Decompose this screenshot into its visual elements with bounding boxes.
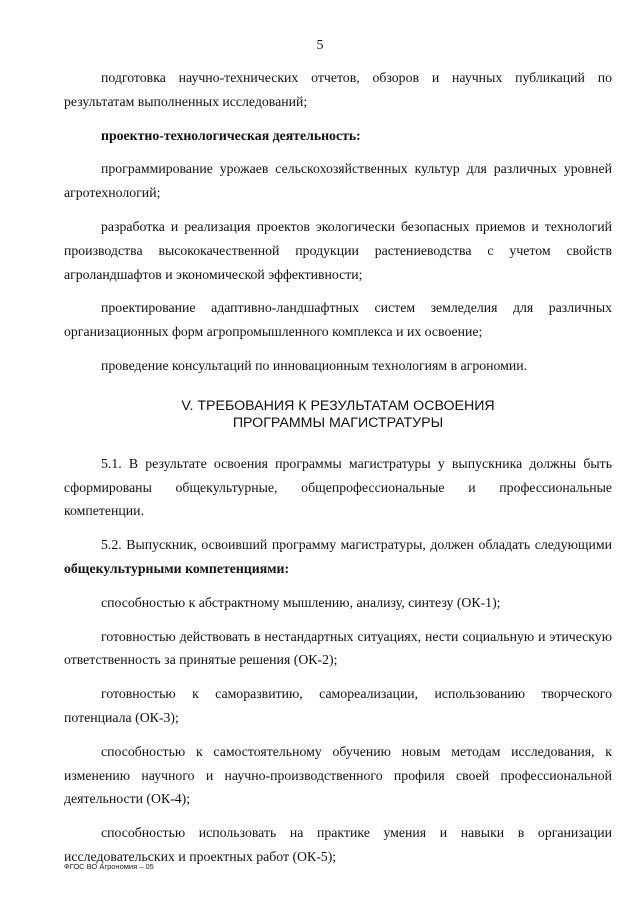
- competency-ok-4: способностью к самостоятельному обучению новым методам исследования, к изменению научного и научно-производственного профиля своей профессиональной деятельности (ОК-4);: [64, 743, 612, 807]
- document-body: [64, 66, 612, 879]
- page-number: 5: [316, 38, 324, 53]
- competency-ok-5: способностью использовать на практике умения и навыки в организации исследовательских и проектных работ (ОК-5);: [64, 825, 612, 864]
- clause-5-2-lead: 5.2. Выпускник, освоивший программу магистратуры, должен обладать следующими: [101, 537, 612, 553]
- section-heading-line-1: V. ТРЕБОВАНИЯ К РЕЗУЛЬТАТАМ ОСВОЕНИЯ: [181, 397, 495, 414]
- paragraph-design-technological-heading: проектно-технологическая деятельность:: [101, 127, 361, 143]
- footer-label: ФГОС ВО Агрономия – 05: [64, 862, 154, 871]
- competency-ok-3: готовностью к саморазвитию, самореализации, использованию творческого потенциала (ОК-3);: [64, 686, 612, 725]
- paragraph-research-reports: подготовка научно-технических отчетов, обзоров и научных публикаций по результатам выполненных исследований;: [64, 70, 612, 109]
- competency-ok-2: готовностью действовать в нестандартных ситуациях, нести социальную и этическую ответственность за принятые решения (ОК-2);: [64, 628, 612, 668]
- section-heading: [64, 398, 612, 432]
- clause-5-1: 5.1. В результате освоения программы магистратуры у выпускника должны быть сформированы общекультурные, общепрофессиональные и профессиональные компетенции.: [64, 455, 612, 519]
- clause-5-2-bold: общекультурными компетенциями:: [64, 560, 290, 576]
- section-heading-line-2: ПРОГРАММЫ МАГИСТРАТУРЫ: [232, 414, 444, 431]
- paragraph-yield-programming: программирование урожаев сельскохозяйственных культур для различных уровней агротехнологий;: [64, 161, 612, 201]
- paragraph-adaptive-systems: проектирование адаптивно-ландшафтных систем земледелия для различных организационных форм агропромышленного комплекса и их освоение;: [64, 300, 612, 340]
- paragraph-consultations: проведение консультаций по инновационным технологиям в агрономии.: [101, 357, 528, 373]
- competency-ok-1: способностью к абстрактному мышлению, анализу, синтезу (ОК-1);: [101, 594, 501, 610]
- paragraph-ecological-projects: разработка и реализация проектов экологически безопасных приемов и технологий производства высококачественной продукции растениеводства с учетом свойств агроландшафтов и экономической эффективности;: [64, 218, 612, 282]
- clause-5-2: [64, 533, 612, 581]
